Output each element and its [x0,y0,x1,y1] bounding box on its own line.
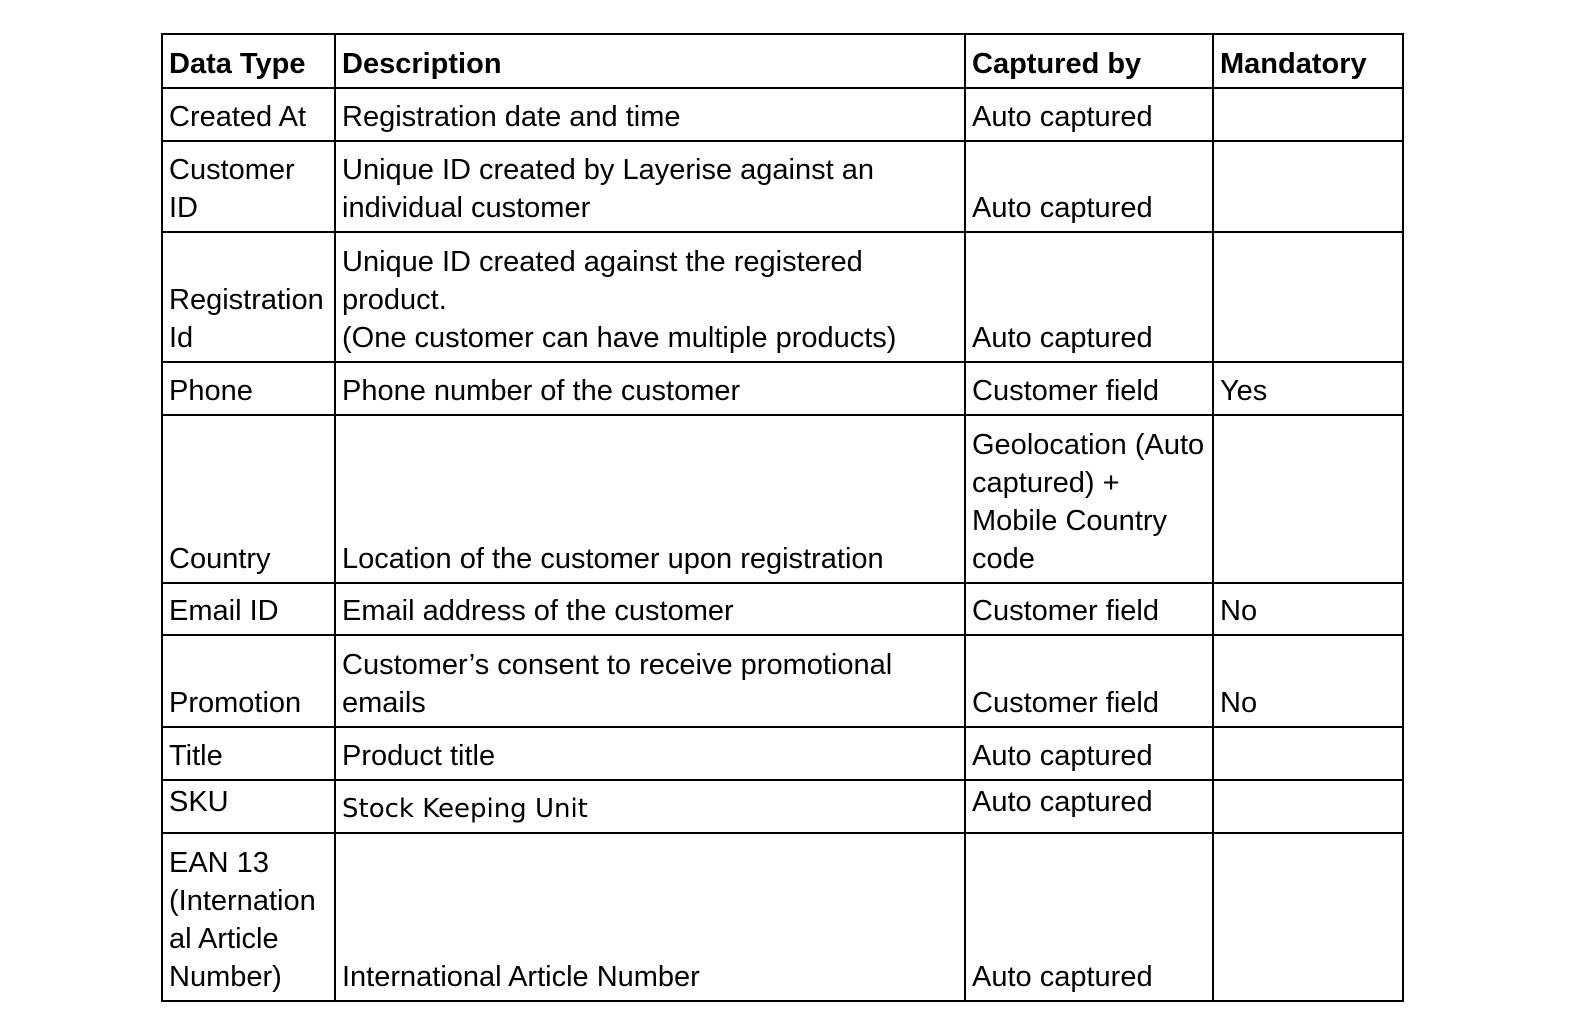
table-row [162,583,1403,635]
cell-description: Registration date and time [335,88,965,141]
cell-mandatory [1213,141,1403,232]
table-row [162,362,1403,415]
table-row [162,780,1403,833]
cell-captured-by: Customer field [965,362,1213,415]
table-row [162,635,1403,727]
table-row [162,833,1403,1001]
cell-mandatory: Yes [1213,362,1403,415]
header-mandatory: Mandatory [1213,34,1403,88]
cell-data-type: Created At [162,88,335,141]
table-row [162,415,1403,583]
cell-captured-by: Customer field [965,583,1213,635]
cell-mandatory [1213,833,1403,1001]
cell-mandatory [1213,727,1403,780]
header-description: Description [335,34,965,88]
cell-description: Customer’s consent to receive promotional emails [335,635,965,727]
cell-captured-by: Auto captured [965,727,1213,780]
cell-description: Location of the customer upon registration [335,415,965,583]
cell-description: Unique ID created by Layerise against an individual customer [335,141,965,232]
table-header-row [162,34,1403,88]
cell-captured-by: Customer field [965,635,1213,727]
cell-mandatory [1213,232,1403,362]
cell-mandatory [1213,88,1403,141]
cell-description: Phone number of the customer [335,362,965,415]
cell-description: Email address of the customer [335,583,965,635]
table-row [162,88,1403,141]
cell-data-type: SKU [162,780,335,833]
cell-mandatory: No [1213,635,1403,727]
cell-captured-by: Auto captured [965,780,1213,833]
cell-data-type: Email ID [162,583,335,635]
table-row [162,727,1403,780]
header-captured-by: Captured by [965,34,1213,88]
cell-description: Product title [335,727,965,780]
cell-captured-by: Auto captured [965,88,1213,141]
cell-data-type: Registration Id [162,232,335,362]
cell-data-type: EAN 13 (Internation al Article Number) [162,833,335,1001]
cell-mandatory [1213,415,1403,583]
cell-data-type: Phone [162,362,335,415]
data-fields-table [161,33,1404,1002]
cell-data-type: Customer ID [162,141,335,232]
cell-data-type: Title [162,727,335,780]
cell-description: Unique ID created against the registered product. (One customer can have multiple products) [335,232,965,362]
header-data-type: Data Type [162,34,335,88]
cell-captured-by: Auto captured [965,141,1213,232]
cell-captured-by: Auto captured [965,232,1213,362]
cell-mandatory: No [1213,583,1403,635]
cell-data-type: Country [162,415,335,583]
cell-description: Stock Keeping Unit [335,780,965,833]
table-row [162,141,1403,232]
cell-data-type: Promotion [162,635,335,727]
cell-captured-by: Auto captured [965,833,1213,1001]
cell-mandatory [1213,780,1403,833]
cell-captured-by: Geolocation (Auto captured) + Mobile Country code [965,415,1213,583]
cell-description: International Article Number [335,833,965,1001]
table-row [162,232,1403,362]
